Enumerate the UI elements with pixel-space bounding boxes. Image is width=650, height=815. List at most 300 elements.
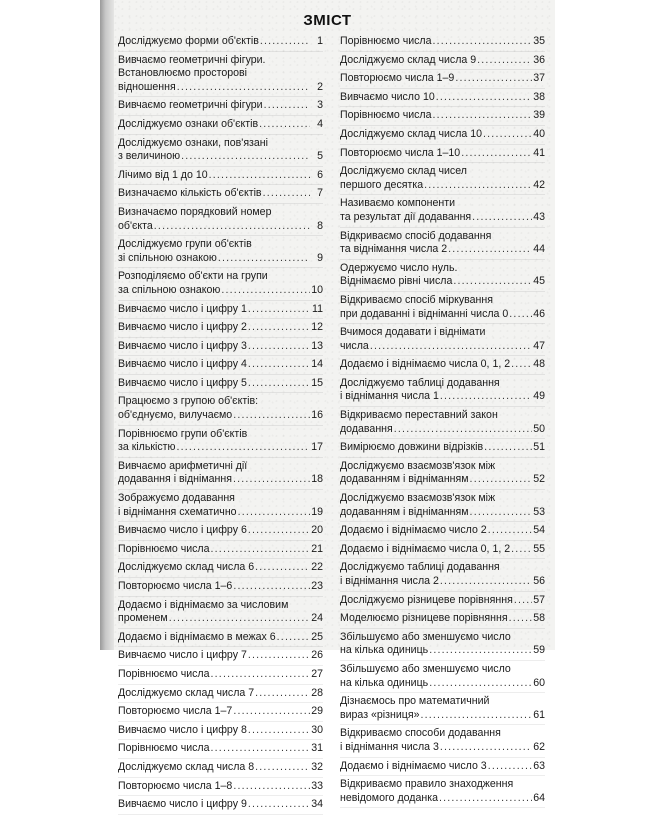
- toc-entry: [340, 559, 545, 591]
- page-number: 1: [317, 35, 323, 47]
- toc-entry-title: вираз «різниця»: [340, 708, 420, 721]
- toc-entry: [118, 522, 323, 541]
- page-number: 29: [311, 705, 323, 718]
- toc-entry: [340, 693, 545, 725]
- toc-entry: [118, 319, 323, 338]
- toc-entry-last-line: [118, 303, 323, 317]
- toc-entry-last-line: [340, 147, 545, 161]
- toc-entry-title: додаванням і відніманням: [340, 473, 469, 486]
- toc-entry-last-line: [118, 705, 323, 719]
- dot-leader: [248, 524, 310, 538]
- toc-entry-title: Порівнюємо числа: [340, 109, 432, 122]
- toc-entry-last-line: [340, 308, 545, 322]
- toc-entry-line: Працюємо з групою об'єктів:: [118, 395, 259, 408]
- page-number: 14: [311, 358, 323, 371]
- toc-entry-last-line: [118, 506, 323, 520]
- dot-leader: [233, 705, 310, 719]
- dot-leader: [233, 580, 310, 594]
- page-number: 53: [533, 505, 545, 518]
- dot-leader: [255, 687, 310, 701]
- dot-leader: [461, 147, 532, 161]
- dot-leader: [514, 594, 532, 608]
- toc-entry-title: і віднімання числа 2: [340, 575, 439, 587]
- toc-entry: [118, 356, 323, 375]
- toc-entry-title: Додаємо і віднімаємо число 2: [340, 524, 487, 537]
- dot-leader: [433, 35, 532, 49]
- page-number: 2: [317, 80, 323, 93]
- toc-entry-title: з величиною: [118, 150, 181, 163]
- page-number: 3: [317, 99, 323, 112]
- toc-entry: [118, 685, 323, 704]
- dot-leader: [233, 409, 310, 423]
- toc-entry-last-line: [118, 35, 323, 49]
- dot-leader: [477, 54, 532, 68]
- toc-entry: [340, 725, 545, 757]
- page-number: 4: [317, 117, 323, 130]
- toc-entry-title: Моделюємо різницеве порівняння: [340, 612, 508, 625]
- toc-entry: [340, 70, 545, 89]
- page-number: 26: [311, 649, 323, 662]
- toc-entry-last-line: [340, 179, 545, 193]
- page-number: 41: [533, 146, 545, 159]
- dot-leader: [472, 211, 532, 225]
- toc-entry: [340, 107, 545, 126]
- toc-entry: [340, 195, 545, 227]
- toc-entry-last-line: [340, 72, 545, 86]
- toc-entry: [118, 204, 323, 236]
- toc-entry-title: та результат дії додавання: [340, 210, 472, 223]
- toc-entry-title: Повторюємо числа 1–6: [118, 580, 233, 592]
- toc-entry: [340, 522, 545, 541]
- page-number: 36: [533, 53, 545, 66]
- page-number: 38: [533, 90, 545, 103]
- dot-leader: [433, 109, 532, 123]
- dot-leader: [248, 798, 310, 812]
- dot-leader: [248, 377, 310, 391]
- dot-leader: [470, 473, 532, 487]
- toc-entry-last-line: [340, 677, 545, 691]
- toc-entry-line: Додаємо і віднімаємо за числовим: [118, 598, 289, 611]
- toc-entry-last-line: [340, 594, 545, 608]
- toc-entry-last-line: [118, 99, 323, 113]
- toc-entry-last-line: [118, 409, 323, 423]
- toc-entry: [118, 135, 323, 167]
- page-number: 44: [533, 243, 545, 256]
- page-number: 62: [533, 740, 545, 753]
- page-number: 27: [311, 667, 323, 680]
- page-number: 5: [317, 150, 323, 163]
- page-number: 21: [311, 542, 323, 555]
- toc-entry-last-line: [340, 423, 545, 437]
- page-number: 13: [311, 339, 323, 352]
- toc-entry: [118, 236, 323, 268]
- toc-entry: [118, 597, 323, 629]
- toc-entry-last-line: [340, 91, 545, 105]
- dot-leader: [248, 303, 310, 317]
- toc-entry-last-line: [118, 187, 323, 201]
- toc-entry-last-line: [118, 441, 323, 455]
- toc-entry-line: Зображуємо додавання: [118, 492, 235, 505]
- toc-entry: [118, 268, 323, 300]
- dot-leader: [264, 99, 310, 113]
- toc-entry-title: відношення: [118, 80, 176, 93]
- toc-entry-title: та віднімання числа 2: [340, 243, 448, 256]
- toc-entry-last-line: [118, 649, 323, 663]
- toc-entry-line: Вивчаємо геометричні фігури.: [118, 53, 266, 66]
- page-number: 58: [533, 612, 545, 625]
- toc-entry: [340, 541, 545, 560]
- toc-entry: [118, 458, 323, 490]
- toc-entry-last-line: [118, 687, 323, 701]
- toc-entry-last-line: [340, 358, 545, 372]
- page-number: 55: [533, 542, 545, 555]
- toc-entry-last-line: [118, 524, 323, 538]
- toc-entry: [340, 228, 545, 260]
- toc-entry-title: Віднімаємо рівні числа: [340, 275, 453, 288]
- dot-leader: [211, 742, 310, 756]
- dot-leader: [233, 473, 310, 487]
- toc-entry: [340, 610, 545, 629]
- toc-entry-title: Досліджуємо склад числа 8: [118, 760, 255, 773]
- toc-entry-title: Вивчаємо число і цифру 4: [118, 358, 247, 371]
- toc-entry-last-line: [340, 644, 545, 658]
- toc-entry-title: на кілька одиниць: [340, 676, 429, 689]
- toc-entry-title: Досліджуємо склад числа 10: [340, 127, 483, 140]
- toc-entry-title: Вимірюємо довжини відрізків: [340, 441, 484, 454]
- toc-entry-last-line: [118, 284, 323, 298]
- page-number: 19: [311, 505, 323, 518]
- page-number: 32: [311, 760, 323, 773]
- dot-leader: [263, 187, 310, 201]
- toc-entry: [118, 703, 323, 722]
- dot-leader: [483, 128, 532, 142]
- page-number: 18: [311, 473, 323, 486]
- toc-entry-last-line: [118, 377, 323, 391]
- page-number: 37: [533, 72, 545, 85]
- dot-leader: [448, 243, 532, 257]
- toc-entry-last-line: [340, 54, 545, 68]
- toc-entry: [340, 758, 545, 777]
- toc-entry-last-line: [118, 340, 323, 354]
- toc-entry-title: Досліджуємо склад числа 9: [340, 53, 477, 66]
- page-number: 39: [533, 109, 545, 122]
- toc-entry-last-line: [118, 169, 323, 183]
- page-number: 30: [311, 723, 323, 736]
- toc-entry: [340, 661, 545, 693]
- toc-entry-last-line: [340, 275, 545, 289]
- page-number: 61: [533, 708, 545, 721]
- toc-entry-title: зі спільною ознакою: [118, 251, 217, 264]
- dot-leader: [248, 358, 310, 372]
- toc-entry-line: Досліджуємо взаємозв'язок між: [340, 492, 496, 505]
- toc-entry-title: невідомого доданка: [340, 791, 438, 804]
- dot-leader: [248, 340, 310, 354]
- toc-entry: [118, 759, 323, 778]
- toc-entry-title: Вивчаємо число і цифру 8: [118, 723, 247, 736]
- dot-leader: [248, 649, 310, 663]
- toc-entry: [118, 52, 323, 98]
- toc-entry-last-line: [340, 575, 545, 589]
- dot-leader: [440, 741, 532, 755]
- dot-leader: [169, 612, 310, 626]
- page-number: 24: [311, 612, 323, 625]
- toc-entry-title: Вивчаємо число і цифру 9: [118, 798, 247, 811]
- page-number: 52: [533, 473, 545, 486]
- toc-entry-line: Збільшуємо або зменшуємо число: [340, 630, 511, 643]
- toc-entry: [118, 647, 323, 666]
- toc-entry: [340, 592, 545, 611]
- toc-entry: [118, 426, 323, 458]
- page-number: 7: [317, 187, 323, 200]
- toc-entry-line: Відкриваємо способи додавання: [340, 727, 501, 740]
- dot-leader: [429, 644, 532, 658]
- toc-entry-last-line: [340, 211, 545, 225]
- page-number: 12: [311, 321, 323, 334]
- toc-entry: [118, 393, 323, 425]
- toc-entry: [118, 185, 323, 204]
- toc-entry-last-line: [118, 81, 323, 95]
- dot-leader: [218, 252, 310, 266]
- dot-leader: [211, 668, 310, 682]
- toc-entry-line: Вчимося додавати і віднімати: [340, 326, 486, 339]
- dot-leader: [238, 506, 310, 520]
- toc-entry-title: Додаємо і віднімаємо число 3: [340, 759, 487, 772]
- toc-entry: [118, 490, 323, 522]
- toc-entry-title: Досліджуємо склад числа 7: [118, 686, 255, 699]
- dot-leader: [211, 543, 310, 557]
- toc-entry-title: числа: [340, 339, 369, 352]
- toc-entry-last-line: [118, 780, 323, 794]
- page-number: 8: [317, 219, 323, 232]
- toc-entry: [340, 776, 545, 808]
- page-number: 42: [533, 178, 545, 191]
- dot-leader: [511, 543, 532, 557]
- toc-entry: [118, 167, 323, 186]
- toc-entry-last-line: [340, 792, 545, 806]
- toc-entry: [118, 666, 323, 685]
- page-number: 57: [533, 593, 545, 606]
- toc-entry: [340, 89, 545, 108]
- toc-entry: [118, 778, 323, 797]
- toc-entry-title: Вивчаємо число і цифру 1: [118, 302, 247, 315]
- toc-entry-last-line: [118, 724, 323, 738]
- toc-entry-title: за спільною ознакою: [118, 283, 221, 296]
- dot-leader: [255, 561, 310, 575]
- toc-entry-title: Порівнюємо числа: [340, 35, 432, 47]
- toc-entry-title: і віднімання числа 1: [340, 390, 439, 403]
- toc-entry-title: Вивчаємо число і цифру 2: [118, 321, 247, 334]
- toc-entry-title: і віднімання числа 3: [340, 740, 439, 753]
- toc-entry: [118, 33, 323, 52]
- page-number: 34: [311, 798, 323, 811]
- page-number: 23: [311, 580, 323, 592]
- toc-entry-last-line: [340, 109, 545, 123]
- toc-entry-title: Додаємо і віднімаємо числа 0, 1, 2: [340, 542, 511, 555]
- toc-entry-title: Вивчаємо число і цифру 5: [118, 376, 247, 389]
- dot-leader: [440, 575, 532, 589]
- toc-entry: [340, 163, 545, 195]
- toc-entry: [118, 541, 323, 560]
- toc-entry: [118, 97, 323, 116]
- toc-entry: [340, 490, 545, 522]
- toc-entry: [340, 33, 545, 52]
- toc-entry-title: Лічимо від 1 до 10: [118, 168, 208, 181]
- page-number: 40: [533, 127, 545, 140]
- toc-entry-line: Дізнаємось про математичний: [340, 695, 490, 708]
- toc-entry-title: Досліджуємо ознаки об'єктів: [118, 117, 259, 130]
- toc-entry-last-line: [118, 580, 323, 594]
- toc-entry: [118, 375, 323, 394]
- page-number: 54: [533, 524, 545, 537]
- dot-leader: [181, 150, 310, 164]
- dot-leader: [455, 72, 532, 86]
- page-number: 48: [533, 358, 545, 371]
- toc-entry-line: Досліджуємо ознаки, пов'язані: [118, 136, 269, 149]
- page-number: 10: [311, 283, 323, 296]
- page-number: 56: [533, 575, 545, 587]
- page-number: 64: [533, 791, 545, 804]
- dot-leader: [221, 284, 310, 298]
- toc-entry-line: Вивчаємо арифметичні дії: [118, 459, 248, 472]
- page-number: 49: [533, 390, 545, 403]
- toc-entry-title: Порівнюємо числа: [118, 542, 210, 555]
- toc-entry-last-line: [340, 612, 545, 626]
- dot-leader: [209, 169, 310, 183]
- page-number: 20: [311, 524, 323, 537]
- dot-leader: [277, 631, 310, 645]
- toc-entry-title: Повторюємо числа 1–10: [340, 146, 461, 159]
- dot-leader: [255, 761, 310, 775]
- dot-leader: [429, 677, 532, 691]
- toc-entry-line: Досліджуємо таблиці додавання: [340, 561, 500, 574]
- toc-entry-title: Визначаємо кількість об'єктів: [118, 187, 262, 200]
- page-number: 17: [311, 441, 323, 454]
- dot-leader: [484, 441, 532, 455]
- toc-entry-last-line: [340, 128, 545, 142]
- toc-entry-title: Досліджуємо форми об'єктів: [118, 35, 259, 47]
- toc-entry-line: Відкриваємо спосіб міркування: [340, 293, 493, 306]
- page-number: 11: [312, 302, 323, 315]
- page-number: 22: [311, 561, 323, 574]
- dot-leader: [509, 308, 532, 322]
- toc-entry-title: першого десятка: [340, 178, 424, 191]
- toc-entry: [118, 629, 323, 648]
- toc-entry-title: Додаємо і віднімаємо числа 0, 1, 2: [340, 358, 511, 371]
- toc-entry: [340, 260, 545, 292]
- toc-entry-last-line: [340, 340, 545, 354]
- page-number: 43: [533, 210, 545, 223]
- page-number: 15: [311, 376, 323, 389]
- toc-entry-last-line: [118, 742, 323, 756]
- toc-entry-line: Відкриваємо переставний закон: [340, 409, 498, 422]
- page-number: 16: [311, 409, 323, 422]
- toc-entry-title: Вивчаємо число і цифру 6: [118, 524, 247, 537]
- dot-leader: [233, 780, 310, 794]
- toc-entry: [118, 722, 323, 741]
- document-page: [100, 0, 555, 811]
- toc-entry-last-line: [118, 761, 323, 775]
- toc-entry: [340, 324, 545, 356]
- toc-entry-title: Досліджуємо склад числа 6: [118, 561, 255, 574]
- toc-entry: [340, 375, 545, 407]
- toc-entry-line: Одержуємо число нуль.: [340, 261, 458, 274]
- dot-leader: [453, 275, 532, 289]
- toc-entry-last-line: [118, 561, 323, 575]
- dot-leader: [488, 760, 532, 774]
- dot-leader: [420, 709, 532, 723]
- dot-leader: [259, 118, 310, 132]
- toc-entry: [340, 292, 545, 324]
- toc-entry-line: Відкриваємо спосіб додавання: [340, 229, 492, 242]
- toc-entry: [118, 740, 323, 759]
- toc-entry-title: за кількістю: [118, 441, 176, 454]
- toc-entry-title: додаванням і відніманням: [340, 505, 469, 518]
- toc-entry-line: Досліджуємо взаємозв'язок між: [340, 459, 496, 472]
- page-number: 25: [311, 630, 323, 643]
- toc-entry: [340, 52, 545, 71]
- toc-entry: [340, 407, 545, 439]
- toc-entry-line: Встановлюємо просторові: [118, 67, 247, 80]
- toc-entry-line: Порівнюємо групи об'єктів: [118, 427, 248, 440]
- toc-entry-title: і віднімання схематично: [118, 505, 237, 518]
- toc-entry: [118, 301, 323, 320]
- toc-entry-title: Повторюємо числа 1–7: [118, 705, 233, 718]
- toc-entry-last-line: [118, 612, 323, 626]
- toc-entry-title: Порівнюємо числа: [118, 667, 210, 680]
- toc-entry-title: Вивчаємо число і цифру 7: [118, 649, 247, 662]
- page-number: 31: [311, 742, 323, 755]
- toc-entry-line: Називаємо компоненти: [340, 197, 456, 210]
- toc-entry-last-line: [340, 473, 545, 487]
- page-number: 51: [533, 441, 545, 454]
- dot-leader: [440, 390, 532, 404]
- toc-entry-last-line: [340, 760, 545, 774]
- toc-entry: [340, 145, 545, 164]
- dot-leader: [470, 506, 532, 520]
- toc-entry-title: Повторюємо числа 1–8: [118, 779, 233, 792]
- page-title: ЗМІСТ: [303, 12, 352, 29]
- toc-entry-title: Вивчаємо число і цифру 3: [118, 339, 247, 352]
- toc-entry-last-line: [340, 390, 545, 404]
- toc-entry-line: Досліджуємо групи об'єктів: [118, 238, 252, 251]
- dot-leader: [260, 35, 310, 49]
- dot-leader: [488, 524, 532, 538]
- page-number: 47: [533, 339, 545, 352]
- toc-entry-title: променем: [118, 612, 168, 625]
- toc-entry-last-line: [340, 506, 545, 520]
- toc-entry-line: Досліджуємо таблиці додавання: [340, 376, 500, 389]
- toc-column-right: [340, 33, 545, 808]
- toc-entry-title: Вивчаємо геометричні фігури: [118, 99, 263, 112]
- page-number: 63: [533, 759, 545, 772]
- page-binding-shadow: [100, 0, 114, 650]
- dot-leader: [424, 179, 532, 193]
- dot-leader: [439, 792, 532, 806]
- page-number: 46: [533, 307, 545, 320]
- toc-entry-last-line: [118, 321, 323, 335]
- toc-entry-last-line: [118, 150, 323, 164]
- toc-entry-last-line: [118, 798, 323, 812]
- page-number: 60: [533, 676, 545, 689]
- toc-entry: [340, 458, 545, 490]
- dot-leader: [394, 423, 532, 437]
- toc-entry-last-line: [340, 543, 545, 557]
- page-number: 50: [533, 422, 545, 435]
- toc-entry-line: Досліджуємо склад чисел: [340, 165, 467, 178]
- toc-entry: [118, 559, 323, 578]
- toc-entry-last-line: [340, 441, 545, 455]
- toc-entry-last-line: [340, 741, 545, 755]
